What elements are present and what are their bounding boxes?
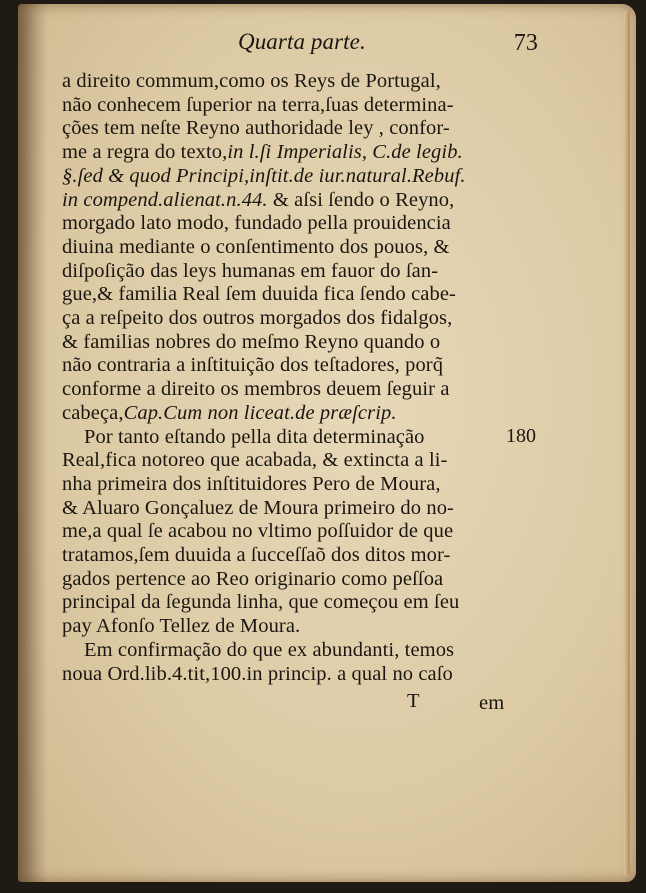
line-text: & Aluaro Gonçaluez de Moura primeiro do no- <box>62 496 454 519</box>
line-text: conforme a direito os membros deuem ſeguir a <box>62 378 450 401</box>
line-text: não contraria a inſtituição dos teſtadores, porq̃ <box>62 354 444 377</box>
text-block <box>62 29 538 716</box>
text-line <box>62 141 532 165</box>
line-text: gue,& familia Real ſem duuida fica ſendo cabe- <box>62 283 456 306</box>
line-text: a direito commum,como os Reys de Portugal, <box>62 70 441 92</box>
line-text: não conhecem ſuperior na terra,ſuas determina- <box>62 93 454 116</box>
page-fore-edge <box>624 10 630 876</box>
line-text: diſpoſição das leys humanas em fauor do ſan- <box>62 259 439 282</box>
line-text: gados pertence ao Reo originario como peſſoa <box>62 567 444 590</box>
text-line <box>62 473 532 497</box>
text-line <box>62 70 532 94</box>
line-text: tratamos,ſem duuida a ſucceſſaõ dos ditos mor- <box>62 544 451 567</box>
text-line <box>62 544 532 568</box>
folio-number: 73 <box>513 30 538 56</box>
text-line <box>62 520 532 544</box>
text-line <box>62 449 532 473</box>
text-line <box>62 426 532 450</box>
text-line <box>62 94 532 118</box>
line-text: noua Ord.lib.4.tit,100.in princip. a qual no caſo <box>62 662 453 685</box>
line-text: nha primeira dos inſtituidores Pero de Moura, <box>62 472 441 495</box>
line-text: Real,fica notoreo que acabada, & extincta a li- <box>62 449 448 472</box>
page-header <box>62 29 538 70</box>
text-line <box>62 165 532 189</box>
line-text: principal da ſegunda linha, que começou em ſeu <box>62 591 460 614</box>
line-text: ça a reſpeito dos outros morgados dos fidalgos, <box>62 307 453 330</box>
legal-citation: in compend.alienat.n.44. <box>62 188 268 211</box>
line-text: cabeça, <box>62 401 124 424</box>
line-text: ções tem neſte Reyno authoridade ley , confor- <box>62 117 450 140</box>
text-line <box>62 402 532 426</box>
text-line <box>62 260 532 284</box>
line-text: & familias nobres do meſmo Reyno quando o <box>62 330 441 353</box>
text-line <box>62 283 532 307</box>
catchword-line <box>62 690 532 716</box>
line-text: me a regra do texto, <box>62 141 228 164</box>
text-line <box>62 568 532 592</box>
text-line <box>62 117 532 141</box>
line-text: Por tanto eſtando pella dita determinação <box>84 425 425 448</box>
margin-note: 180 <box>506 424 536 447</box>
legal-citation: §.ſed & quod Principi,inſtit.de iur.natural.Rebuf. <box>62 164 466 187</box>
text-line <box>62 639 532 663</box>
text-line <box>62 615 532 639</box>
text-line <box>62 212 532 236</box>
paragraph-3 <box>62 639 532 686</box>
legal-citation: in l.ſi Imperialis, C.de legib. <box>227 141 463 164</box>
text-line <box>62 378 532 402</box>
text-line <box>62 331 532 355</box>
text-line <box>62 591 532 615</box>
text-line <box>62 354 532 378</box>
line-text: pay Afonſo Tellez de Moura. <box>62 615 301 638</box>
legal-citation: Cap.Cum non liceat.de præſcrip. <box>123 401 397 424</box>
text-line <box>62 236 532 260</box>
line-text: diuina mediante o conſentimento dos pouos, & <box>62 235 450 258</box>
paragraph-1 <box>62 70 532 426</box>
line-text: morgado lato modo, fundado pella prouidencia <box>62 212 451 235</box>
text-line <box>62 307 532 331</box>
paragraph-2 <box>62 426 532 639</box>
running-head: Quarta parte. <box>238 29 366 54</box>
line-text: & aſsi ſendo o Reyno, <box>267 188 455 211</box>
text-line <box>62 663 532 687</box>
catchword: em <box>479 692 505 715</box>
gutter-shadow <box>18 4 48 882</box>
line-text: Em confirmação do que ex abundanti, temos <box>84 638 455 661</box>
text-line <box>62 497 532 521</box>
line-text: me,a qual ſe acabou no vltimo poſſuidor de que <box>62 520 454 543</box>
signature-mark: T <box>407 690 420 713</box>
text-line <box>62 189 532 213</box>
